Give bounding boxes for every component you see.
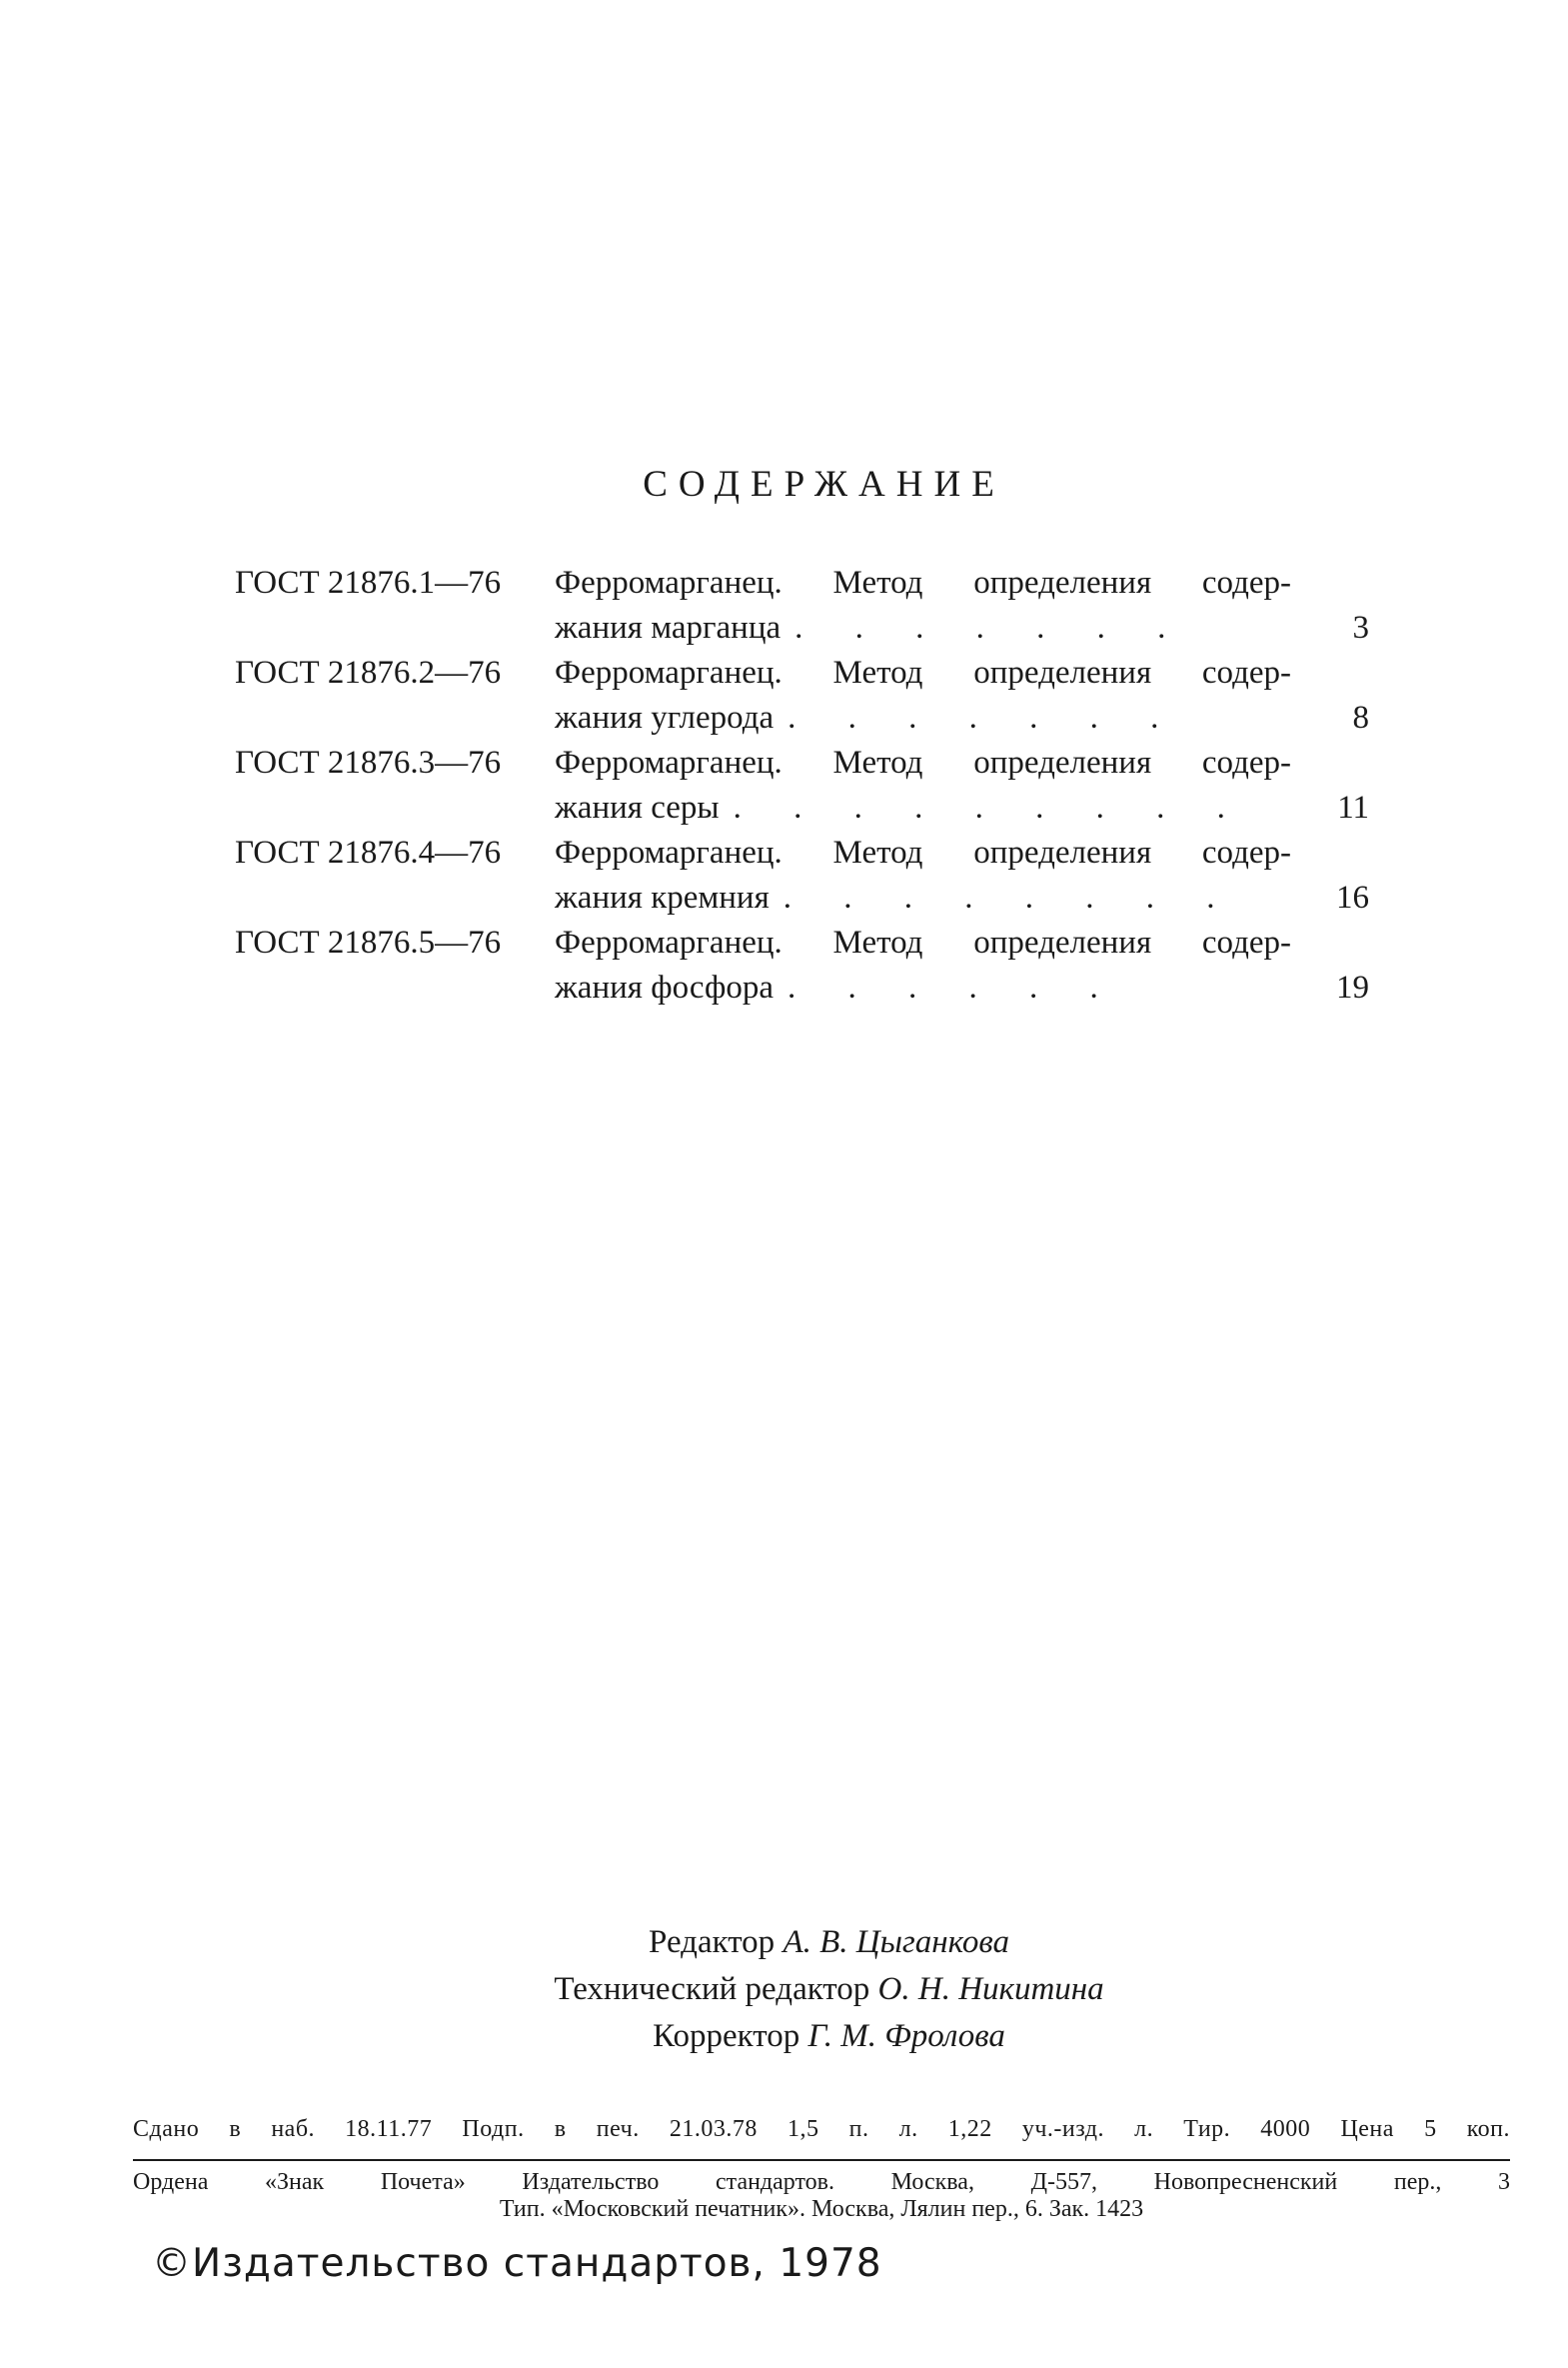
toc-entry (235, 745, 1369, 835)
toc-entry (235, 925, 1369, 1015)
page-number: 11 (1337, 790, 1369, 826)
editor-role: Редактор (649, 1924, 776, 1960)
table-of-contents (235, 565, 1369, 1015)
entry-title-text: жания углерода (555, 700, 775, 736)
publisher-line: Ордена «Знак Почета» Издательство стандартов. Москва, Д-557, Новопресненский пер., 3 (133, 2169, 1510, 2195)
entry-title-text: жания фосфора (555, 970, 774, 1006)
standard-code: ГОСТ 21876.3—76 (235, 745, 502, 781)
corrector-credit (0, 2018, 1568, 2065)
printer-line: Тип. «Московский печатник». Москва, Лялин пер., 6. Зак. 1423 (499, 2196, 1144, 2222)
copyright-notice: ©Издательство стандартов, 1978 (152, 2241, 882, 2286)
entry-title-line2 (555, 790, 1247, 827)
entry-title-line2 (555, 880, 1237, 917)
toc-entry (235, 835, 1369, 925)
standard-code: ГОСТ 21876.2—76 (235, 655, 502, 691)
standard-code: ГОСТ 21876.1—76 (235, 565, 502, 601)
entry-title-line2 (555, 700, 1180, 737)
page-number: 16 (1336, 880, 1369, 916)
entry-title-line1: Ферромарганец. Метод определения содер- (555, 745, 1291, 781)
entry-title-line1: Ферромарганец. Метод определения содер- (555, 925, 1291, 961)
entry-title-text: жания марганца (555, 610, 782, 646)
editor-name: А. В. Цыганкова (783, 1924, 1009, 1960)
editor-credit (0, 1924, 1568, 1971)
credits-block (0, 1924, 1568, 2065)
entry-title-line1: Ферромарганец. Метод определения содер- (555, 835, 1291, 871)
corrector-name: Г. М. Фролова (807, 2018, 1005, 2054)
entry-title-line1: Ферромарганец. Метод определения содер- (555, 565, 1291, 601)
entry-title-text: жания кремния (555, 880, 770, 916)
page-number: 8 (1352, 700, 1369, 736)
tech-editor-role: Технический редактор (554, 1971, 870, 2007)
divider (133, 2159, 1510, 2161)
corrector-role: Корректор (653, 2018, 800, 2054)
dot-leader: . . . . . . . (787, 700, 1181, 736)
entry-title-line2 (555, 970, 1120, 1007)
page-number: 19 (1336, 970, 1369, 1006)
standard-code: ГОСТ 21876.5—76 (235, 925, 502, 961)
imprint-line: Сдано в наб. 18.11.77 Подп. в печ. 21.03.78 1,5 п. л. 1,22 уч.-изд. л. Тир. 4000 Цена 5 коп. (133, 2116, 1510, 2142)
standard-code: ГОСТ 21876.4—76 (235, 835, 502, 871)
dot-leader: . . . . . . (786, 970, 1120, 1006)
tech-editor-name: О. Н. Никитина (877, 1971, 1104, 2007)
tech-editor-credit (0, 1971, 1568, 2018)
dot-leader: . . . . . . . (794, 610, 1188, 646)
entry-title-line2 (555, 610, 1187, 647)
entry-title-line1: Ферромарганец. Метод определения содер- (555, 655, 1291, 691)
toc-entry (235, 655, 1369, 745)
toc-entry (235, 565, 1369, 655)
page-title: СОДЕРЖАНИЕ (643, 464, 1005, 505)
entry-title-text: жания серы (555, 790, 720, 826)
dot-leader: . . . . . . . . (783, 880, 1237, 916)
page-number: 3 (1352, 610, 1369, 646)
dot-leader: . . . . . . . . . (733, 790, 1247, 826)
